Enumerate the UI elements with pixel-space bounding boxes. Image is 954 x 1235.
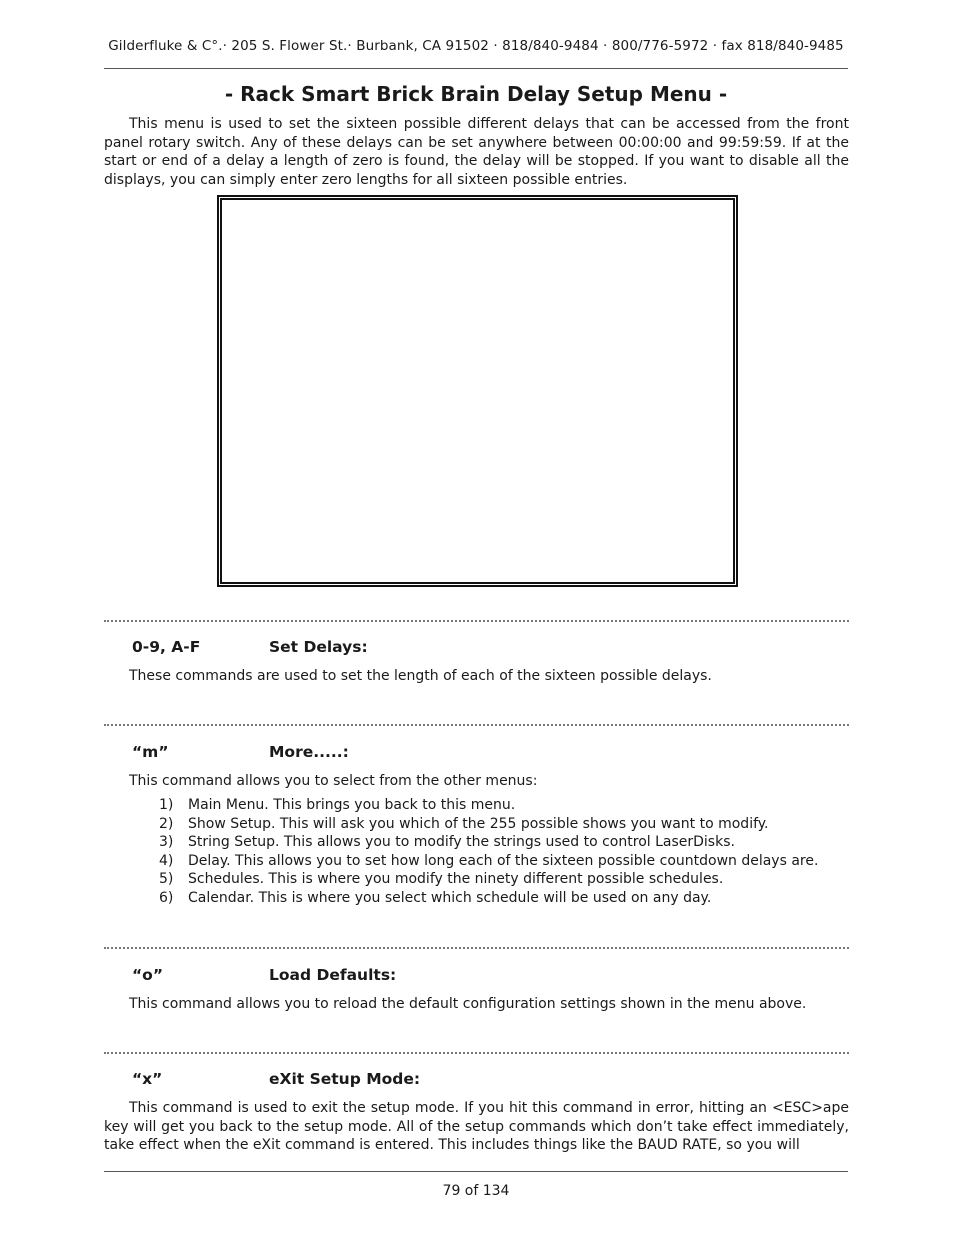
command-title: Set Delays: [269, 638, 368, 656]
dotted-separator [104, 620, 849, 625]
command-description: This command allows you to reload the default configuration settings shown in the menu above. [129, 996, 807, 1012]
footer-rule [104, 1171, 848, 1172]
command-title: More.....: [269, 743, 349, 761]
list-text: String Setup. This allows you to modify the strings used to control LaserDisks. [188, 834, 735, 850]
command-key: “m” [132, 743, 169, 761]
command-key: “o” [132, 966, 164, 984]
list-number: 5) [159, 871, 174, 887]
list-number: 6) [159, 890, 174, 906]
list-text: Delay. This allows you to set how long each of the sixteen possible countdown delays are. [188, 853, 819, 869]
terminal-screenshot-frame [217, 195, 738, 587]
list-text: Schedules. This is where you modify the ninety different possible schedules. [188, 871, 724, 887]
list-number: 1) [159, 797, 174, 813]
page-number: 79 of 134 [442, 1183, 510, 1199]
command-description: This command allows you to select from the other menus: [129, 773, 538, 789]
command-description: This command is used to exit the setup mode. If you hit this command in error, hitting an <ESC>ape key will get you back to the setup mode. All of the setup commands which don’t take effect immediately, take effect when the eXit command is entered. This includes things like the BAUD RATE, so you will [104, 1100, 849, 1153]
command-key: “x” [132, 1070, 163, 1088]
page-title: - Rack Smart Brick Brain Delay Setup Menu - [224, 82, 728, 106]
list-text: Show Setup. This will ask you which of the 255 possible shows you want to modify. [188, 816, 769, 832]
command-title: Load Defaults: [269, 966, 397, 984]
list-number: 2) [159, 816, 174, 832]
list-number: 4) [159, 853, 174, 869]
intro-paragraph: This menu is used to set the sixteen possible different delays that can be accessed from the front panel rotary switch. Any of these delays can be set anywhere between 00:00:00 and 99:59:59. If at the start or end of a delay a length of zero is found, the delay will be stopped. If you want to disable all the displays, you can simply enter zero lengths for all sixteen possible entries. [104, 116, 849, 188]
terminal-screen [222, 200, 733, 582]
menu-list [129, 797, 849, 917]
dotted-separator [104, 947, 849, 952]
command-key: 0-9, A-F [132, 638, 201, 656]
dotted-separator [104, 1052, 849, 1057]
page-header: Gilderfluke & C°.· 205 S. Flower St.· Burbank, CA 91502 · 818/840-9484 · 800/776-5972 · fax 818/840-9485 [108, 38, 844, 54]
header-rule [104, 68, 848, 69]
command-title: eXit Setup Mode: [269, 1070, 421, 1088]
list-number: 3) [159, 834, 174, 850]
list-text: Main Menu. This brings you back to this menu. [188, 797, 516, 813]
list-text: Calendar. This is where you select which schedule will be used on any day. [188, 890, 712, 906]
dotted-separator [104, 724, 849, 729]
command-description: These commands are used to set the length of each of the sixteen possible delays. [129, 668, 712, 684]
